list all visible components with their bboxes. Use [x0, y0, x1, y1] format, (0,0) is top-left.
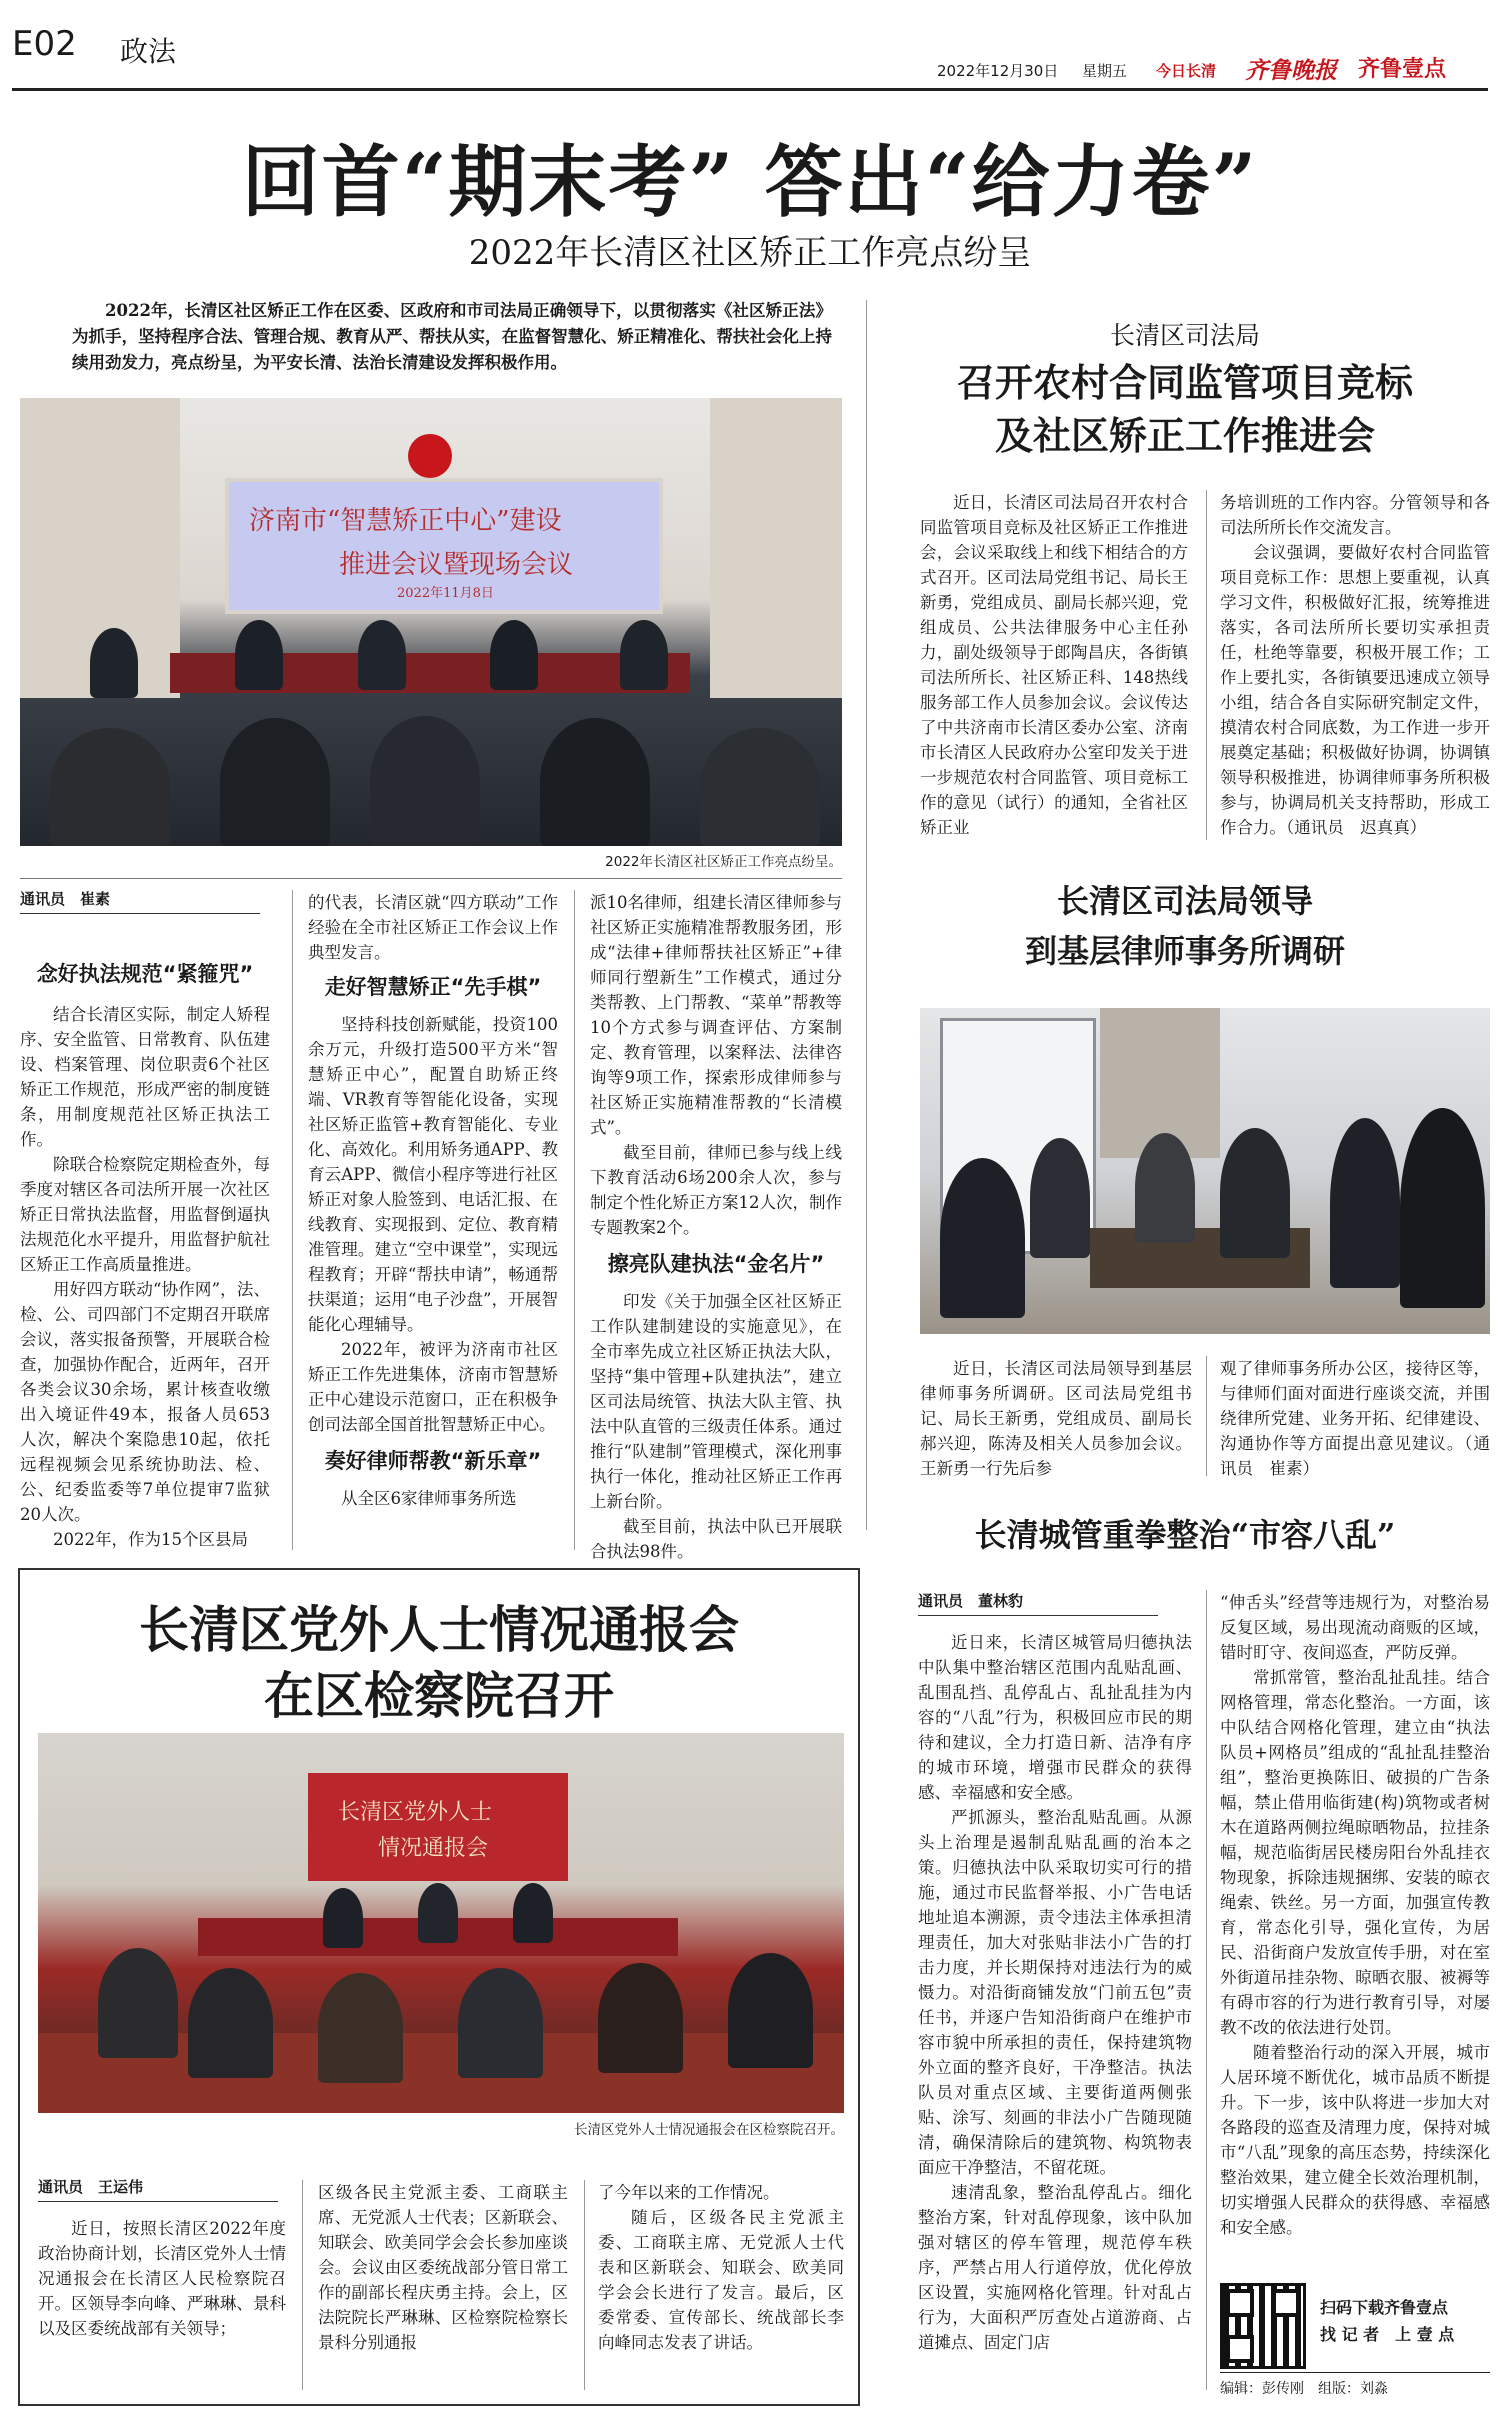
person	[513, 1883, 553, 1943]
byline: 通讯员 董林豹	[918, 1590, 1158, 1616]
meeting-screen	[308, 1773, 568, 1881]
paragraph: 结合长清区实际，制定人矫程序、安全监管、日常教育、队伍建设、档案管理、岗位职责6个社区矫正工作规范，形成严密的制度链条，用制度规范社区矫正执法工作。	[20, 1005, 270, 1149]
column-divider	[1206, 490, 1207, 840]
paragraph: 观了律师事务所办公区，接待区等，与律师们面对面进行座谈交流，并围绕律所党建、业务开拓、纪律建设、沟通协作等方面提出意见建议。（通讯员 崔素）	[1220, 1359, 1490, 1478]
paragraph: 从全区6家律师事务所选	[341, 1489, 517, 1508]
header-rule	[12, 88, 1488, 91]
section-name: 政法	[120, 35, 177, 68]
qr-text-line1: 扫码下载齐鲁壹点	[1320, 2298, 1449, 2317]
person	[1330, 1118, 1400, 1288]
header-weekday: 星期五	[1082, 62, 1128, 80]
main-subhead-3: 奏好律师帮教“新乐章”	[324, 1449, 542, 1473]
art4-col-1	[38, 2216, 286, 2341]
person	[458, 1968, 543, 2078]
person	[50, 728, 170, 846]
art3-col-2	[1220, 1590, 1490, 2240]
art3-title: 长清城管重拳整治“市容八乱”	[974, 1516, 1396, 1554]
header-edition: 今日长清	[1156, 62, 1217, 80]
main-col-2	[308, 890, 558, 1511]
art2-col-2	[1220, 1356, 1490, 1481]
art4-title-line2: 在区检察院召开	[264, 1666, 614, 1725]
paragraph: 2022年，被评为济南市社区矫正工作先进集体，济南市智慧矫正中心建设示范窗口，正在积极争创司法部全国首批智慧矫正中心。	[308, 1340, 558, 1434]
art1-title-line2: 及社区矫正工作推进会	[994, 413, 1375, 458]
column-divider	[302, 2180, 303, 2390]
person	[540, 718, 650, 846]
art1-kicker: 长清区司法局	[1109, 321, 1260, 350]
person	[620, 620, 668, 690]
main-subhead-4: 擦亮队建执法“金名片”	[607, 1252, 825, 1276]
column-divider	[1206, 1590, 1207, 2390]
page-divider	[866, 300, 867, 1530]
column-divider	[292, 890, 293, 1550]
person	[1030, 1138, 1090, 1258]
header-date: 2022年12月30日	[937, 62, 1059, 80]
main-subhead-2: 走好智慧矫正“先手棋”	[324, 975, 542, 999]
qr-corner	[1272, 2289, 1300, 2317]
main-lead	[72, 298, 832, 376]
paragraph: 了今年以来的工作情况。	[598, 2183, 780, 2202]
lead-paragraph: 2022年，长清区社区矫正工作在区委、区政府和市司法局正确领导下，以贯彻落实《社区矫正法》为抓手，坚持程序合法、管理合规、教育从严、帮扶从实，在监督智慧化、矫正精准化、帮扶社会化上持续用劲发力，亮点纷呈，为平安长清、法治长清建设发挥积极作用。	[72, 301, 832, 372]
person	[370, 716, 480, 846]
paragraph: 派10名律师，组建长清区律师参与社区矫正实施精准帮教服务团，形成“法律+律师帮扶社区矫正”+律师同行塑新生”工作模式，通过分类帮教、上门帮教、“菜单”帮教等10个方式参与调查评估、方案制定、教育管理，以案释法、法律咨询等9项工作，探索形成律师参与社区矫正实施精准帮教的“长清模式”。	[590, 893, 842, 1137]
party-emblem	[408, 434, 452, 478]
art2-photo	[920, 1008, 1490, 1334]
byline: 通讯员 崔素	[20, 888, 260, 914]
paragraph: 严抓源头，整治乱贴乱画。从源头上治理是遏制乱贴乱画的治本之策。归德执法中队采取切实可行的措施，通过市民监督举报、小广告电话地址追本溯源，责令违法主体承担清理责任，加大对张贴非法小广告的打击力度，并长期保持对违法行为的威慑力。对沿街商铺发放“门前五包”责任书，并逐户告知沿街商户在维护市容市貌中所承担的责任，保持建筑物外立面的整齐良好，干净整洁。执法队员对重点区域、主要街道两侧张贴、涂写、刻画的非法小广告随现随清，确保清除后的建筑物、构筑物表面应干净整洁，不留花斑。	[918, 1808, 1192, 2177]
paragraph: 2022年，作为15个区县局	[53, 1530, 248, 1549]
paragraph: 坚持科技创新赋能，投资100余万元，升级打造500平方米“智慧矫正中心”，配置自助矫正终端、VR教育等智能化设备，实现社区矫正监管+教育智能化、专业化、高效化。利用矫务通APP、教育云APP、微信小程序等进行社区矫正对象人脸签到、电话汇报、在线教育、实现报到、定位、教育精准管理。建立“空中课堂”，实现远程教育；开辟“帮扶申请”，畅通帮扶渠道；运用“电子沙盘”，开展智能化心理辅导。	[308, 1015, 558, 1334]
person	[90, 628, 138, 698]
paragraph: 近日，长清区司法局领导到基层律师事务所调研。区司法局党组书记、局长王新勇，党组成员、副局长郝兴迎，陈涛及相关人员参加会议。王新勇一行先后参	[920, 1359, 1192, 1478]
art1-col-1	[920, 490, 1188, 840]
paragraph: 随后，区级各民主党派主委、工商联主席、无党派人士代表和区新联会、知联会、欧美同学会会长进行了发言。最后，区委常委、宣传部长、统战部长李向峰同志发表了讲话。	[598, 2208, 844, 2352]
paragraph: 截至目前，执法中队已开展联合执法98件。	[590, 1517, 842, 1561]
qr-corner	[1226, 2335, 1254, 2363]
screen-line2: 推进会议暨现场会议	[339, 550, 574, 580]
rule	[20, 878, 842, 879]
byline: 通讯员 王运伟	[38, 2176, 278, 2202]
paragraph: 速清乱象，整治乱停乱占。细化整治方案，针对乱停现象，该中队加强对辖区的停车管理，规范停车秩序，严禁占用人行道停放，优化停放区设置，实施网格化管理。针对乱占行为，大面积严厉查处占道游商、占道摊点、固定门店	[918, 2183, 1192, 2352]
art2-title-line1: 长清区司法局领导	[1056, 882, 1313, 920]
person	[235, 620, 283, 690]
column-divider	[584, 2180, 585, 2390]
person	[940, 1158, 1025, 1318]
screen-line1: 长清区党外人士	[338, 1800, 493, 1825]
art4-photo	[38, 1733, 844, 2113]
person	[418, 1883, 458, 1943]
person	[598, 1963, 683, 2073]
art1-title-line1: 召开农村合同监管项目竞标	[956, 360, 1413, 405]
paragraph: 区级各民主党派主委、工商联主席、无党派人士代表；区新联会、知联会、欧美同学会会长参加座谈会。会议由区委统战部分管日常工作的副部长程庆勇主持。会上，区法院院长严琳琳、区检察院检察长景科分别通报	[318, 2183, 568, 2352]
column-divider	[1206, 1356, 1207, 1476]
art1-col-2	[1220, 490, 1490, 840]
paragraph: 随着整治行动的深入开展，城市人居环境不断优化，城市品质不断提升。下一步，该中队将进一步加大对各路段的巡查及清理力度，保持对城市“八乱”现象的高压态势，持续深化整治效果，建立健全长效治理机制，切实增强人民群众的获得感、幸福感和安全感。	[1220, 2043, 1490, 2237]
main-col-3	[590, 890, 842, 1564]
meeting-screen	[225, 478, 663, 614]
art4-byline	[38, 2176, 278, 2202]
person	[1220, 1128, 1290, 1258]
art4-col-2	[318, 2180, 568, 2355]
person	[318, 1973, 403, 2083]
person	[490, 620, 538, 690]
person	[188, 1968, 273, 2078]
paragraph: 的代表，长清区就“四方联动”工作经验在全市社区矫正工作会议上作典型发言。	[308, 893, 558, 962]
screen-date: 2022年11月8日	[397, 586, 494, 601]
person	[358, 620, 406, 690]
paragraph: 常抓常管，整治乱扯乱挂。结合网格管理，常态化整治。一方面，该中队结合网格化管理，建立由“执法队员+网格员”组成的“乱扯乱挂整治组”，整治更换陈旧、破损的广告条幅，禁止借用临街建(构)筑物或者树木在道路两侧拉绳晾晒物品，拉挂条幅，规范临街居民楼房阳台外乱挂衣物现象，拆除违规捆绑、安装的晾衣绳索、铁丝。另一方面，加强宣传教育，常态化引导，强化宣传，为居民、沿街商户发放宣传手册，对在室外街道吊挂杂物、晾晒衣服、被褥等有碍市容的行为进行教育引导，对屡教不改的依法进行处罚。	[1220, 1668, 1490, 2037]
person	[323, 1888, 363, 1948]
curtain-right	[710, 398, 842, 698]
person	[700, 728, 820, 846]
paragraph: 截至目前，律师已参与线上线下教育活动6场200余人次，参与制定个性化矫正方案12人次，制作专题教案2个。	[590, 1143, 842, 1237]
footer-rule	[1220, 2372, 1490, 2373]
art3-col-1	[918, 1630, 1192, 2355]
editor-credit: 编辑：彭传刚 组版：刘淼	[1220, 2381, 1388, 2397]
main-photo	[20, 398, 842, 846]
app-logo: 齐鲁壹点	[1358, 57, 1447, 82]
screen-line1: 济南市“智慧矫正中心”建设	[249, 506, 562, 536]
paragraph: 印发《关于加强全区社区矫正工作队建制建设的实施意见》，在全市率先成立社区矫正执法大队，坚持“集中管理+队建执法”，建立区司法局统管、执法大队主管、执法中队直管的三级责任体系。通过推行“队建制”管理模式，深化刑事执行一体化，推动社区矫正工作再上新台阶。	[590, 1292, 842, 1511]
main-byline	[20, 888, 260, 914]
page-number: E02	[12, 24, 77, 64]
person	[220, 718, 330, 846]
person	[1135, 1133, 1195, 1243]
screen-line2: 情况通报会	[378, 1836, 489, 1861]
art4-caption: 长清区党外人士情况通报会在区检察院召开。	[574, 2122, 844, 2138]
main-headline: 回首“期末考” 答出“给力卷”	[241, 137, 1259, 228]
main-subhead-1: 念好执法规范“紧箍咒”	[36, 962, 254, 986]
newspaper-logo: 齐鲁晚报	[1245, 57, 1337, 84]
qr-code	[1220, 2283, 1306, 2369]
paragraph: 用好四方联动“协作网”，法、检、公、司四部门不定期召开联席会议，落实报备预警，开展联合检查，加强协作配合，近两年，召开各类会议30余场，累计核查收缴出入境证件49本，报备人员653人次，解决个案隐患10起，依托远程视频会见系统协助法、检、公、纪委监委等7单位提审7监狱20人次。	[20, 1280, 270, 1524]
paragraph: 除联合检察院定期检查外，每季度对辖区各司法所开展一次社区矫正日常执法监督，用监督倒逼执法规范化水平提升，用监督护航社区矫正工作高质量推进。	[20, 1155, 270, 1274]
paragraph: 近日来，长清区城管局归德执法中队集中整治辖区范围内乱贴乱画、乱围乱挡、乱停乱占、乱扯乱挂为内容的“八乱”行为，积极回应市民的期待和建议，全力打造日新、洁净有序的城市环境，增强市民群众的获得感、幸福感和安全感。	[918, 1633, 1192, 1802]
art2-title-line2: 到基层律师事务所调研	[1024, 932, 1345, 970]
art4-col-3	[598, 2180, 844, 2355]
qr-corner	[1226, 2289, 1254, 2317]
person	[1400, 1108, 1485, 1308]
qr-text-line2: 找 记 者 上 壹 点	[1320, 2325, 1455, 2344]
art4-title-line1: 长清区党外人士情况通报会	[139, 1600, 739, 1659]
paragraph: 务培训班的工作内容。分管领导和各司法所所长作交流发言。	[1220, 493, 1490, 537]
person	[98, 1948, 178, 2058]
main-photo-caption: 2022年长清区社区矫正工作亮点纷呈。	[605, 854, 842, 870]
person	[728, 1953, 813, 2068]
art3-byline	[918, 1590, 1158, 1616]
column-divider	[574, 890, 575, 1550]
paragraph: 近日，长清区司法局召开农村合同监管项目竞标及社区矫正工作推进会，会议采取线上和线下相结合的方式召开。区司法局党组书记、局长王新勇，党组成员、副局长郝兴迎，党组成员、公共法律服务中心主任孙力，副处级领导于郎陶昌庆，各街镇司法所所长、社区矫正科、148热线服务部工作人员参加会议。会议传达了中共济南市长清区委办公室、济南市长清区人民政府办公室印发关于进一步规范农村合同监管、项目竞标工作的意见（试行）的通知，全省社区矫正业	[920, 493, 1188, 837]
paragraph: 会议强调，要做好农村合同监管项目竞标工作：思想上要重视，认真学习文件，积极做好汇报，统筹推进落实，各司法所所长要切实承担责任，杜绝等靠要，积极开展工作；工作上要扎实，各街镇要迅速成立领导小组，结合各自实际研究制定文件，摸清农村合同底数，为工作进一步开展奠定基础；积极做好协调，协调镇领导积极推进，协调律师事务所积极参与，协调局机关支持帮助，形成工作合力。（通讯员 迟真真）	[1220, 543, 1490, 837]
art2-col-1	[920, 1356, 1192, 1481]
paragraph: “伸舌头”经营等违规行为，对整治易反复区域，易出现流动商贩的区域，错时盯守、夜间巡查，严防反弹。	[1220, 1593, 1490, 1662]
main-col-1	[20, 1002, 270, 1552]
main-subheadline: 2022年长清区社区矫正工作亮点纷呈	[468, 233, 1032, 273]
paragraph: 近日，按照长清区2022年度政治协商计划，长清区党外人士情况通报会在长清区人民检察院召开。区领导李向峰、严琳琳、景科以及区委统战部有关领导；	[38, 2219, 286, 2338]
